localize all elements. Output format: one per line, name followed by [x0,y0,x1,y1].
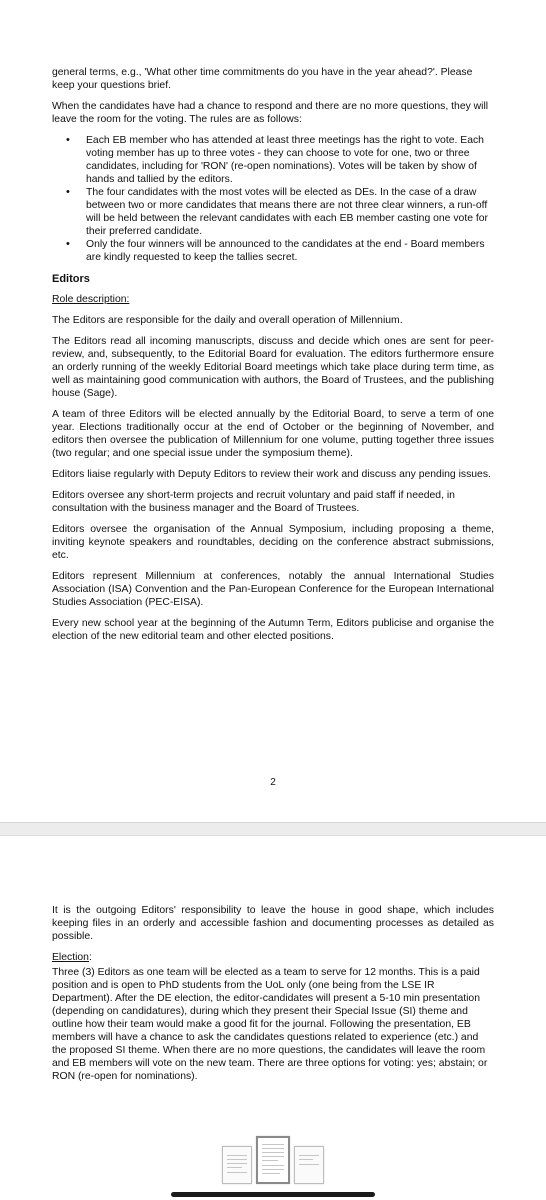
role-description-label: Role description: [52,294,130,305]
voting-rules-list [52,134,494,264]
body-paragraph: Editors represent Millennium at conferences, notably the annual International Studies Association (ISA) Convention and the Pan-European Conference for the European International Studies Association (PEC-EISA). [52,571,494,608]
list-item: • Only the four winners will be announced to the candidates at the end - Board members are kindly requested to keep the tallies secret. [86,238,494,264]
list-item: • The four candidates with the most votes will be elected as DEs. In the case of a draw between two or more candidates that means there are not three clear winners, a run-off will be held between the relevant candidates with each EB member casting one vote for their preferred candidate. [86,186,494,238]
body-paragraph: A team of three Editors will be elected annually by the Editorial Board, to serve a term of one year. Elections traditionally occur at the end of October or the beginning of November, and editors then oversee the publication of Millennium for one volume, putting together three issues (two regular; and one special issue under the symposium theme). [52,409,494,459]
current-page-thumbnail[interactable] [256,1136,290,1184]
page-thumbnail-strip [0,1138,546,1184]
page-thumbnail[interactable] [294,1146,324,1184]
body-paragraph: It is the outgoing Editors' responsibility to leave the house in good shape, which includes keeping files in an orderly and accessible fashion and documenting processes as detailed as possible. [52,905,494,942]
list-item: • Each EB member who has attended at least three meetings has the right to vote. Each voting member has up to three votes - they can choose to vote for one, two or three candidates, including for 'RON' (re-open nominations). Votes will be taken by show of hands and tallied by the editors. [86,134,494,186]
body-paragraph: Editors oversee the organisation of the Annual Symposium, including proposing a theme, inviting keynote speakers and roundtables, deciding on the conference abstract submissions, etc. [52,524,494,561]
page-content [52,904,494,1091]
page-thumbnail[interactable] [222,1146,252,1184]
body-paragraph: Every new school year at the beginning of the Autumn Term, Editors publicise and organise the election of the new editorial team and other elected positions. [52,618,494,642]
election-paragraph: Three (3) Editors as one team will be elected as a team to serve for 12 months. This is a paid position and is open to PhD students from the UoL only (one being from the LSE IR Department). After the DE election, the editor-candidates will present a 5-10 min presentation (depending on candidatures), during which they present their Special Issue (SI) theme and outline how their team would make a good fit for the journal. Following the presentation, EB members will have a chance to ask the candidates questions related to experience (etc.) and the proposed SI theme. When there are no more questions, the candidates will leave the room and EB members will vote on the new team. There are three options for voting: yes; abstain; or RON (re-open for nominations). [52,967,488,1082]
intro-paragraph: general terms, e.g., 'What other time commitments do you have in the year ahead?'. Please keep your questions brief. [52,67,473,91]
page-separator [0,822,546,836]
body-paragraph: The Editors are responsible for the daily and overall operation of Millennium. [52,315,403,326]
page-number: 2 [270,777,276,788]
body-paragraph: Editors liaise regularly with Deputy Editors to review their work and discuss any pending issues. [52,469,491,480]
body-paragraph: Editors oversee any short-term projects and recruit voluntary and paid staff if needed, in consultation with the business manager and the Board of Trustees. [52,490,455,514]
editors-heading: Editors [52,273,90,285]
election-label: Election [52,952,89,963]
election-heading [52,951,494,964]
election-colon: : [88,952,92,963]
page-content [52,66,494,651]
home-indicator[interactable] [171,1192,375,1197]
body-paragraph: The Editors read all incoming manuscripts, discuss and decide which ones are sent for peer-review, and, subsequently, to the Editorial Board for evaluation. The editors furthermore ensure an orderly running of the weekly Editorial Board meetings which take place during term time, as well as maintaining good communication with authors, the Board of Trustees, and the publishing house (Sage). [52,336,494,399]
voting-intro-paragraph: When the candidates have had a chance to respond and there are no more questions, they will leave the room for the voting. The rules are as follows: [52,101,489,125]
